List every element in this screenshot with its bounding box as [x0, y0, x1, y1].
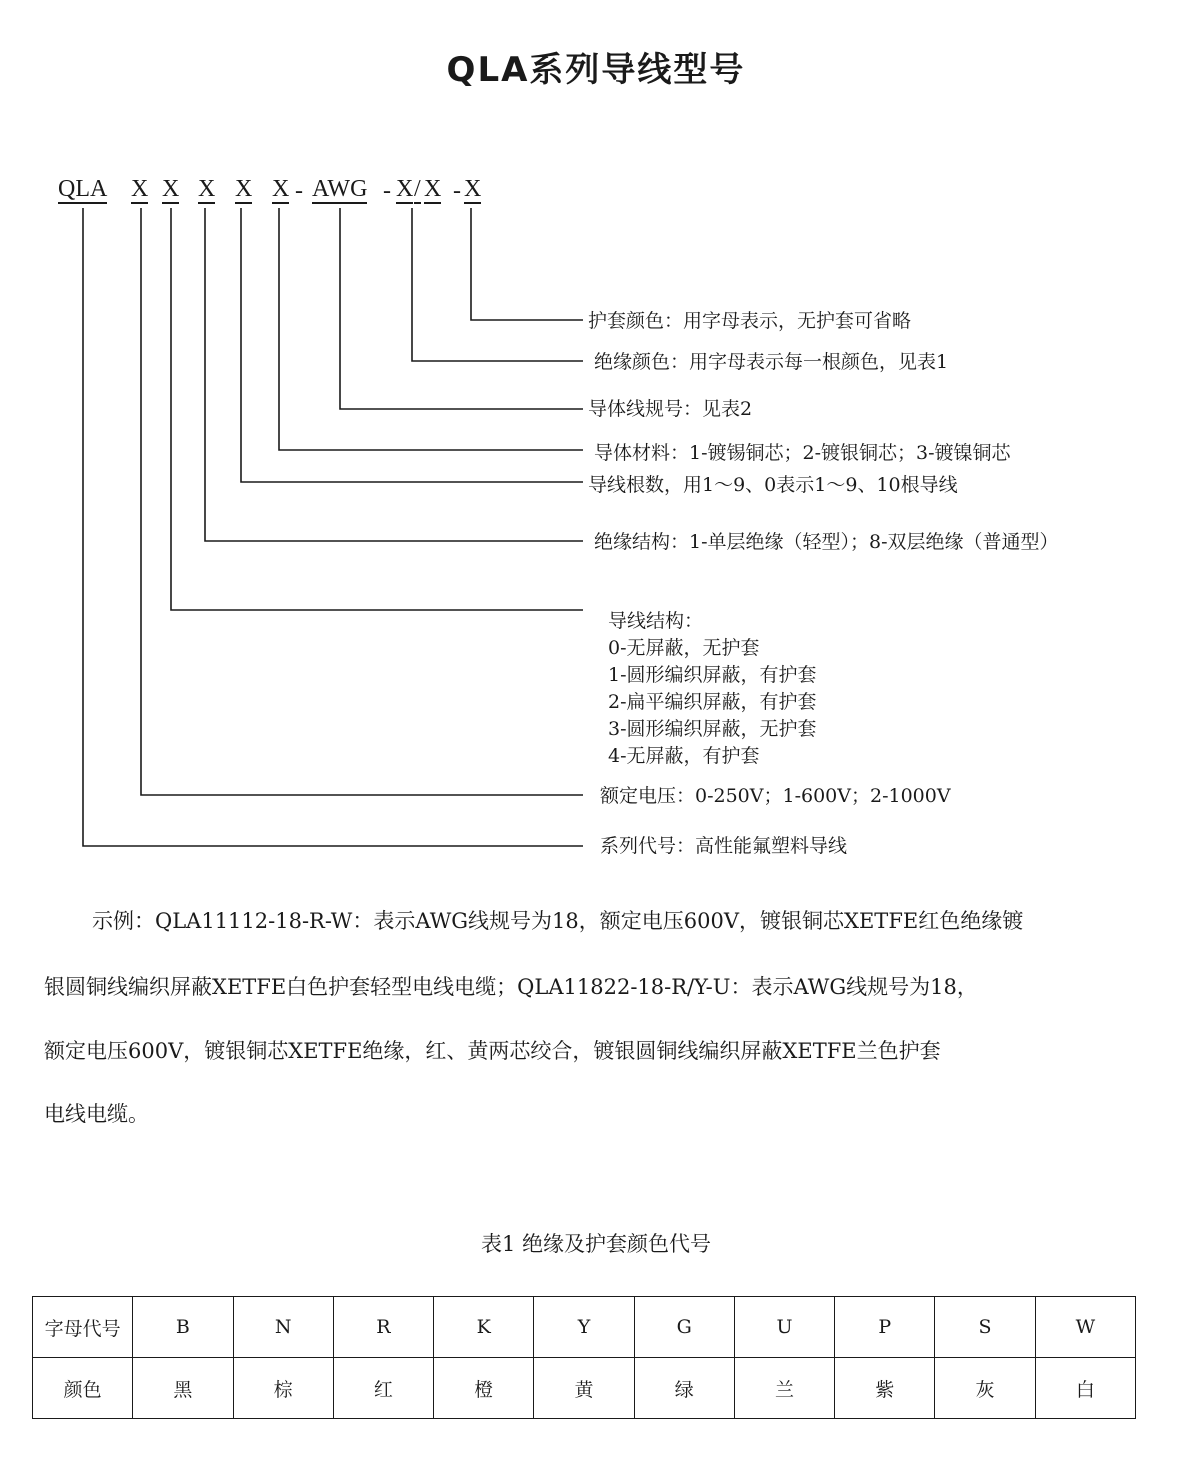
wire-structure-option: 1-圆形编织屏蔽，有护套: [608, 664, 817, 686]
color-cell: 黑: [133, 1358, 233, 1419]
color-cell: 紫: [835, 1358, 935, 1419]
letter-cell: U: [734, 1297, 834, 1358]
code-prefix: QLA: [58, 176, 108, 202]
wire-structure-heading: 导线结构：: [608, 610, 704, 632]
page-title: QLA系列导线型号: [446, 50, 746, 90]
desc-rated-voltage: 额定电压：0-250V；1-600V；2-1000V: [600, 785, 951, 807]
leader-jacket-color: [471, 208, 583, 320]
desc-series-code: 系列代号：高性能氟塑料导线: [600, 835, 848, 857]
desc-conductor-gauge: 导体线规号：见表2: [588, 398, 753, 420]
code-x-insulation-color-2: X: [424, 176, 442, 202]
letter-cell: W: [1035, 1297, 1135, 1358]
code-dash: -: [453, 178, 461, 204]
leader-conductor-material: [279, 208, 583, 450]
leader-series-code: [83, 208, 583, 846]
leader-conductor-gauge: [340, 208, 583, 409]
letter-cell: K: [434, 1297, 534, 1358]
wire-structure-option: 0-无屏蔽，无护套: [608, 637, 760, 659]
desc-conductor-count: 导线根数，用1～9、0表示1～9、10根导线: [588, 474, 958, 496]
color-cell: 橙: [434, 1358, 534, 1419]
code-x-conductor-material: X: [272, 176, 290, 202]
letter-cell: G: [634, 1297, 734, 1358]
code-x-wire-structure: X: [162, 176, 180, 202]
example-line: 示例：QLA11112-18-R-W：表示AWG线规号为18，额定电压600V，镀银铜芯XETFE红色绝缘镀: [92, 909, 1024, 933]
desc-insulation-structure: 绝缘结构：1-单层绝缘（轻型）；8-双层绝缘（普通型）: [594, 531, 1059, 553]
letter-cell: P: [835, 1297, 935, 1358]
color-code-table: [32, 1296, 1136, 1419]
row-header-color: 颜色: [33, 1358, 133, 1419]
code-x-jacket-color: X: [464, 176, 482, 202]
leader-insulation-color: [412, 208, 583, 361]
color-cell: 灰: [935, 1358, 1035, 1419]
table-row-letters: [33, 1297, 1136, 1358]
leader-insulation-structure: [205, 208, 583, 541]
table-row-colors: [33, 1358, 1136, 1419]
row-header-letter-code: 字母代号: [33, 1297, 133, 1358]
letter-cell: B: [133, 1297, 233, 1358]
color-cell: 兰: [734, 1358, 834, 1419]
code-x-voltage: X: [131, 176, 149, 202]
letter-cell: N: [233, 1297, 333, 1358]
color-cell: 绿: [634, 1358, 734, 1419]
color-cell: 黄: [534, 1358, 634, 1419]
desc-insulation-color: 绝缘颜色：用字母表示每一根颜色，见表1: [594, 351, 949, 373]
color-cell: 棕: [233, 1358, 333, 1419]
desc-jacket-color: 护套颜色：用字母表示，无护套可省略: [588, 310, 912, 332]
code-slash: /: [414, 176, 421, 202]
letter-cell: S: [935, 1297, 1035, 1358]
example-line: 银圆铜线编织屏蔽XETFE白色护套轻型电线电缆；QLA11822-18-R/Y-U：表示AWG线规号为18，: [44, 975, 978, 999]
code-x-insulation-color: X: [396, 176, 414, 202]
code-awg: AWG: [312, 176, 368, 202]
example-line: 额定电压600V，镀银铜芯XETFE绝缘，红、黄两芯绞合，镀银圆铜线编织屏蔽XETFE兰色护套: [44, 1039, 941, 1063]
wire-structure-option: 4-无屏蔽，有护套: [608, 745, 760, 767]
desc-conductor-material: 导体材料：1-镀锡铜芯；2-镀银铜芯；3-镀镍铜芯: [594, 442, 1011, 464]
letter-cell: R: [333, 1297, 433, 1358]
desc-wire-structure: [608, 608, 817, 770]
color-cell: 白: [1035, 1358, 1135, 1419]
leader-rated-voltage: [141, 208, 583, 795]
code-dash: -: [295, 178, 303, 204]
table-caption: 表1 绝缘及护套颜色代号: [480, 1232, 712, 1256]
letter-cell: Y: [534, 1297, 634, 1358]
code-x-conductor-count: X: [235, 176, 253, 202]
wire-structure-option: 2-扁平编织屏蔽，有护套: [608, 691, 817, 713]
color-cell: 红: [333, 1358, 433, 1419]
code-dash: -: [383, 178, 391, 204]
wire-structure-option: 3-圆形编织屏蔽，无护套: [608, 718, 817, 740]
example-line: 电线电缆。: [44, 1102, 149, 1126]
code-x-insulation-structure: X: [198, 176, 216, 202]
